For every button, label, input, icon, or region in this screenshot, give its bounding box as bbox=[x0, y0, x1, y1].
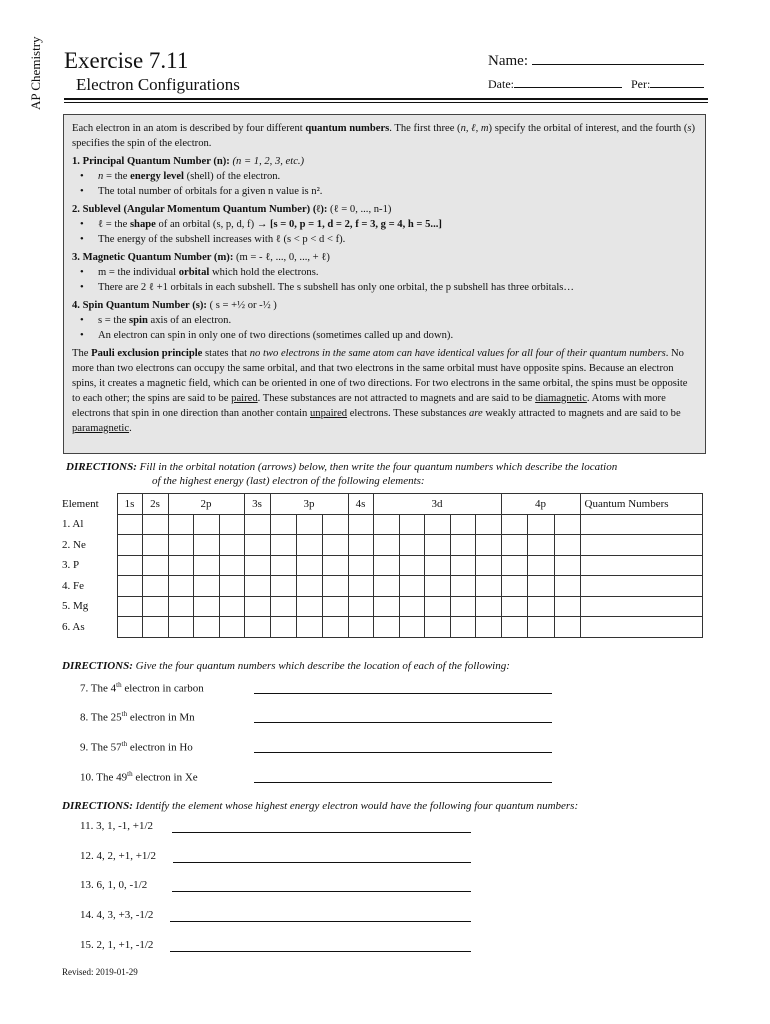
orbital-table bbox=[60, 493, 703, 638]
header-2s: 2s bbox=[142, 494, 168, 515]
table-row bbox=[60, 596, 702, 617]
quantum-numbers-cell[interactable] bbox=[580, 596, 702, 617]
header-rule bbox=[64, 98, 708, 100]
date-label: Date: bbox=[488, 77, 514, 91]
orbital-box[interactable] bbox=[219, 514, 244, 535]
orbital-box[interactable] bbox=[296, 555, 322, 576]
header-3p: 3p bbox=[270, 494, 348, 515]
directions-3: DIRECTIONS: Identify the element whose highest energy electron would have the following four quantum numbers: bbox=[62, 800, 579, 812]
answer-line[interactable] bbox=[254, 721, 552, 723]
orbital-box[interactable] bbox=[193, 596, 219, 617]
answer-line[interactable] bbox=[172, 831, 471, 833]
orbital-box[interactable] bbox=[399, 617, 424, 638]
orbital-box[interactable] bbox=[142, 576, 168, 597]
answer-line[interactable] bbox=[170, 950, 471, 952]
principal-heading: 1. Principal Quantum Number (n): (n = 1, 2, 3, etc.) bbox=[72, 156, 305, 167]
table-row bbox=[60, 617, 702, 638]
orbital-box[interactable] bbox=[424, 535, 450, 556]
spin-bullet-1: • s = the spin axis of an electron. bbox=[72, 313, 697, 328]
orbital-box[interactable] bbox=[373, 514, 399, 535]
orbital-box[interactable] bbox=[501, 596, 527, 617]
orbital-box[interactable] bbox=[219, 555, 244, 576]
element-label: 6. As bbox=[62, 620, 85, 633]
orbital-box[interactable] bbox=[142, 514, 168, 535]
principal-bullet-2: • The total number of orbitals for a given n value is n². bbox=[72, 184, 697, 199]
sublevel-bullet-1: • ℓ = the shape of an orbital (s, p, d, f) → [s = 0, p = 1, d = 2, f = 3, g = 4, h = 5...] bbox=[72, 217, 697, 232]
orbital-box[interactable] bbox=[168, 535, 193, 556]
orbital-box[interactable] bbox=[501, 576, 527, 597]
element-label: 3. P bbox=[62, 559, 80, 572]
orbital-box[interactable] bbox=[142, 617, 168, 638]
side-label: AP Chemistry bbox=[28, 36, 43, 110]
directions-2: DIRECTIONS: Give the four quantum numbers which describe the location of each of the following: bbox=[62, 660, 510, 672]
orbital-box[interactable] bbox=[450, 576, 475, 597]
orbital-box[interactable] bbox=[501, 535, 527, 556]
orbital-box[interactable] bbox=[296, 535, 322, 556]
table-row bbox=[60, 576, 702, 597]
orbital-box[interactable] bbox=[554, 617, 580, 638]
per-label: Per: bbox=[631, 77, 651, 91]
name-field[interactable] bbox=[488, 50, 704, 70]
orbital-box[interactable] bbox=[322, 617, 348, 638]
magnetic-bullet-1: • m = the individual orbital which hold the electrons. bbox=[72, 265, 697, 280]
header-2p: 2p bbox=[168, 494, 244, 515]
orbital-box[interactable] bbox=[424, 514, 450, 535]
orbital-box[interactable] bbox=[501, 555, 527, 576]
orbital-box[interactable] bbox=[193, 514, 219, 535]
intro-paragraph: Each electron in an atom is described by four different quantum numbers. The first three (n, ℓ, m) specify the orbital of interest, and the fourth (s) specifies the spin of the electron. bbox=[72, 123, 696, 149]
orbital-box[interactable] bbox=[475, 514, 501, 535]
orbital-box[interactable] bbox=[322, 535, 348, 556]
orbital-box[interactable] bbox=[527, 535, 554, 556]
header-4s: 4s bbox=[348, 494, 373, 515]
orbital-box[interactable] bbox=[348, 596, 373, 617]
orbital-box[interactable] bbox=[348, 535, 373, 556]
directions-1: DIRECTIONS: Fill in the orbital notation (arrows) below, then write the four quantum numbers which describe the location bbox=[66, 461, 618, 473]
orbital-box[interactable] bbox=[193, 617, 219, 638]
orbital-box[interactable] bbox=[450, 617, 475, 638]
element-label: 2. Ne bbox=[62, 538, 86, 551]
orbital-box[interactable] bbox=[270, 555, 296, 576]
orbital-box[interactable] bbox=[168, 596, 193, 617]
orbital-box[interactable] bbox=[527, 617, 554, 638]
orbital-box[interactable] bbox=[475, 596, 501, 617]
answer-line[interactable] bbox=[254, 781, 552, 783]
header-3d: 3d bbox=[373, 494, 501, 515]
date-period-row bbox=[488, 76, 704, 92]
element-header: Element bbox=[62, 497, 99, 510]
orbital-box[interactable] bbox=[399, 576, 424, 597]
orbital-box[interactable] bbox=[142, 535, 168, 556]
orbital-box[interactable] bbox=[322, 576, 348, 597]
orbital-box[interactable] bbox=[399, 555, 424, 576]
header-1s: 1s bbox=[117, 494, 142, 515]
orbital-box[interactable] bbox=[373, 596, 399, 617]
orbital-box[interactable] bbox=[373, 555, 399, 576]
per-line[interactable] bbox=[650, 76, 704, 88]
question-12: 12. 4, 2, +1, +1/2 bbox=[80, 850, 156, 862]
orbital-box[interactable] bbox=[322, 555, 348, 576]
orbital-box[interactable] bbox=[168, 555, 193, 576]
orbital-box[interactable] bbox=[219, 535, 244, 556]
orbital-box[interactable] bbox=[475, 576, 501, 597]
orbital-box[interactable] bbox=[244, 617, 270, 638]
orbital-box[interactable] bbox=[527, 596, 554, 617]
orbital-box[interactable] bbox=[117, 576, 142, 597]
pauli-paragraph: The Pauli exclusion principle states that no two electrons in the same atom can have identical values for all four of their quantum numbers. No more than two electrons can occupy the same orbital, and that two electrons in the same orbital must have opposite spins. Because an electron spins, it creates a magnetic field, which can be oriented in one of two directions. For two electrons in the same orbital, the spins must be opposite to each other; the spins are said to be paired. These substances are not attracted to magnets and are said to be diamagnetic. Atoms with more electrons that spin in one direction than another contain unpaired electrons. These substances are weakly attracted to magnets and are said to be paramagnetic. bbox=[72, 348, 688, 434]
orbital-box[interactable] bbox=[296, 617, 322, 638]
info-box bbox=[63, 114, 706, 454]
spin-bullet-2: • An electron can spin in only one of two directions (sometimes called up and down). bbox=[72, 328, 697, 343]
orbital-box[interactable] bbox=[296, 576, 322, 597]
sublevel-bullet-2: • The energy of the subshell increases with ℓ (s < p < d < f). bbox=[72, 232, 697, 247]
orbital-box[interactable] bbox=[244, 535, 270, 556]
orbital-box[interactable] bbox=[450, 555, 475, 576]
orbital-box[interactable] bbox=[424, 576, 450, 597]
orbital-box[interactable] bbox=[270, 576, 296, 597]
orbital-box[interactable] bbox=[475, 617, 501, 638]
orbital-box[interactable] bbox=[475, 535, 501, 556]
answer-line[interactable] bbox=[170, 920, 471, 922]
question-8: 8. The 25th electron in Mn bbox=[80, 710, 195, 724]
orbital-box[interactable] bbox=[193, 555, 219, 576]
table-header-row bbox=[60, 494, 702, 515]
orbital-box[interactable] bbox=[501, 514, 527, 535]
orbital-box[interactable] bbox=[527, 576, 554, 597]
orbital-box[interactable] bbox=[501, 617, 527, 638]
element-label: 1. Al bbox=[62, 518, 84, 531]
orbital-box[interactable] bbox=[554, 596, 580, 617]
principal-bullet-1: • n = the energy level (shell) of the electron. bbox=[72, 169, 697, 184]
orbital-box[interactable] bbox=[424, 617, 450, 638]
orbital-box[interactable] bbox=[244, 596, 270, 617]
magnetic-bullet-2: • There are 2 ℓ +1 orbitals in each subshell. The s subshell has only one orbital, the p subshell has three orbitals… bbox=[72, 280, 697, 295]
orbital-box[interactable] bbox=[424, 555, 450, 576]
header-3s: 3s bbox=[244, 494, 270, 515]
quantum-numbers-cell[interactable] bbox=[580, 514, 702, 535]
orbital-box[interactable] bbox=[399, 535, 424, 556]
orbital-box[interactable] bbox=[399, 596, 424, 617]
spin-heading: 4. Spin Quantum Number (s): ( s = +½ or -½ ) bbox=[72, 300, 277, 311]
orbital-box[interactable] bbox=[348, 555, 373, 576]
orbital-box[interactable] bbox=[322, 514, 348, 535]
orbital-box[interactable] bbox=[244, 576, 270, 597]
orbital-box[interactable] bbox=[270, 596, 296, 617]
orbital-box[interactable] bbox=[244, 514, 270, 535]
element-label: 5. Mg bbox=[62, 600, 89, 613]
quantum-numbers-cell[interactable] bbox=[580, 555, 702, 576]
quantum-numbers-cell[interactable] bbox=[580, 535, 702, 556]
orbital-box[interactable] bbox=[244, 555, 270, 576]
orbital-box[interactable] bbox=[475, 555, 501, 576]
question-15: 15. 2, 1, +1, -1/2 bbox=[80, 939, 154, 951]
orbital-box[interactable] bbox=[219, 596, 244, 617]
orbital-box[interactable] bbox=[348, 617, 373, 638]
header-4p: 4p bbox=[501, 494, 580, 515]
orbital-box[interactable] bbox=[168, 576, 193, 597]
orbital-box[interactable] bbox=[450, 514, 475, 535]
header-rule-thin bbox=[64, 102, 708, 103]
orbital-box[interactable] bbox=[554, 555, 580, 576]
orbital-box[interactable] bbox=[373, 617, 399, 638]
name-label: Name: bbox=[488, 53, 528, 69]
date-line[interactable] bbox=[514, 76, 622, 88]
orbital-box[interactable] bbox=[168, 617, 193, 638]
orbital-box[interactable] bbox=[348, 576, 373, 597]
orbital-box[interactable] bbox=[193, 576, 219, 597]
question-11: 11. 3, 1, -1, +1/2 bbox=[80, 820, 154, 832]
page-title: Exercise 7.11 bbox=[64, 48, 189, 73]
table-row bbox=[60, 535, 702, 556]
orbital-box[interactable] bbox=[527, 514, 554, 535]
orbital-box[interactable] bbox=[117, 535, 142, 556]
table-row bbox=[60, 514, 702, 535]
question-7: 7. The 4th electron in carbon bbox=[80, 681, 204, 695]
orbital-box[interactable] bbox=[450, 535, 475, 556]
orbital-box[interactable] bbox=[450, 596, 475, 617]
page-subtitle: Electron Configurations bbox=[76, 75, 240, 94]
name-line[interactable] bbox=[532, 50, 704, 65]
answer-line[interactable] bbox=[254, 692, 552, 694]
element-label: 4. Fe bbox=[62, 579, 84, 592]
orbital-box[interactable] bbox=[117, 617, 142, 638]
orbital-box[interactable] bbox=[554, 576, 580, 597]
revised-date: Revised: 2019-01-29 bbox=[62, 967, 138, 977]
table-row bbox=[60, 555, 702, 576]
qn-header: Quantum Numbers bbox=[580, 494, 702, 515]
orbital-box[interactable] bbox=[373, 535, 399, 556]
orbital-box[interactable] bbox=[117, 555, 142, 576]
orbital-box[interactable] bbox=[270, 617, 296, 638]
orbital-box[interactable] bbox=[219, 576, 244, 597]
orbital-box[interactable] bbox=[142, 596, 168, 617]
orbital-box[interactable] bbox=[322, 596, 348, 617]
orbital-box[interactable] bbox=[142, 555, 168, 576]
quantum-numbers-cell[interactable] bbox=[580, 576, 702, 597]
orbital-box[interactable] bbox=[117, 596, 142, 617]
orbital-box[interactable] bbox=[270, 535, 296, 556]
sublevel-heading: 2. Sublevel (Angular Momentum Quantum Number) (ℓ): (ℓ = 0, ..., n-1) bbox=[72, 204, 392, 215]
orbital-box[interactable] bbox=[554, 535, 580, 556]
orbital-box[interactable] bbox=[296, 596, 322, 617]
magnetic-heading: 3. Magnetic Quantum Number (m): (m = - ℓ, ..., 0, ..., + ℓ) bbox=[72, 252, 330, 263]
orbital-box[interactable] bbox=[296, 514, 322, 535]
orbital-box[interactable] bbox=[424, 596, 450, 617]
answer-line[interactable] bbox=[172, 890, 471, 892]
directions-1-cont: of the highest energy (last) electron of the following elements: bbox=[152, 475, 425, 487]
orbital-box[interactable] bbox=[270, 514, 296, 535]
question-13: 13. 6, 1, 0, -1/2 bbox=[80, 879, 148, 891]
orbital-box[interactable] bbox=[399, 514, 424, 535]
orbital-box[interactable] bbox=[168, 514, 193, 535]
question-10: 10. The 49th electron in Xe bbox=[80, 770, 198, 784]
quantum-numbers-cell[interactable] bbox=[580, 617, 702, 638]
orbital-box[interactable] bbox=[527, 555, 554, 576]
orbital-box[interactable] bbox=[348, 514, 373, 535]
orbital-box[interactable] bbox=[117, 514, 142, 535]
orbital-box[interactable] bbox=[193, 535, 219, 556]
answer-line[interactable] bbox=[173, 861, 471, 863]
answer-line[interactable] bbox=[254, 751, 552, 753]
question-14: 14. 4, 3, +3, -1/2 bbox=[80, 909, 154, 921]
orbital-box[interactable] bbox=[219, 617, 244, 638]
orbital-box[interactable] bbox=[373, 576, 399, 597]
orbital-box[interactable] bbox=[554, 514, 580, 535]
question-9: 9. The 57th electron in Ho bbox=[80, 740, 193, 754]
